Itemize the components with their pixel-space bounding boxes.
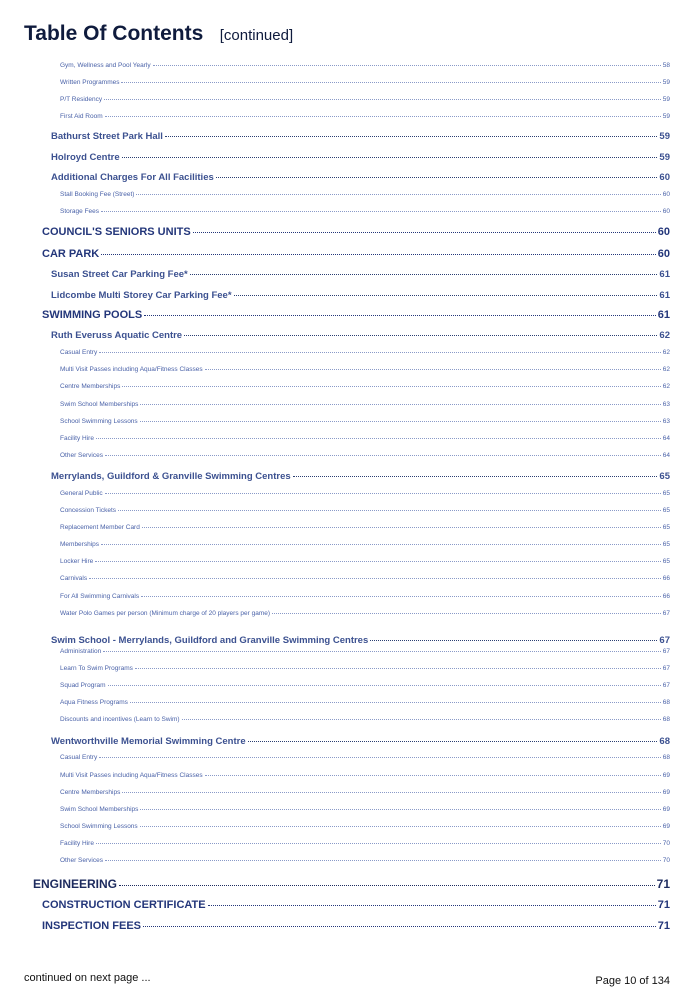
toc-entry-label: Lidcombe Multi Storey Car Parking Fee* — [51, 290, 232, 301]
toc-entry[interactable] — [60, 716, 670, 723]
toc-entry-page: 67 — [662, 610, 670, 617]
toc-entry-page: 59 — [659, 152, 670, 163]
toc-entry-label: Facility Hire — [60, 435, 94, 442]
toc-entry-page: 67 — [659, 635, 670, 646]
toc-entry[interactable] — [60, 823, 670, 830]
toc-entry-label: Stall Booking Fee (Street) — [60, 191, 135, 198]
toc-entry[interactable] — [60, 79, 670, 86]
dot-leader — [140, 826, 661, 827]
toc-entry-page: 67 — [662, 682, 670, 689]
toc-entry-page: 65 — [662, 490, 670, 497]
toc-entry-page: 65 — [662, 541, 670, 548]
toc-entry-page: 68 — [662, 699, 670, 706]
dot-leader — [122, 157, 658, 158]
toc-entry-label: Storage Fees — [60, 208, 100, 215]
toc-entry[interactable] — [51, 131, 670, 142]
toc-entry-label: Squad Program — [60, 682, 106, 689]
toc-entry-page: 67 — [662, 648, 670, 655]
toc-entry[interactable] — [60, 665, 670, 672]
toc-entry-label: School Swimming Lessons — [60, 418, 138, 425]
toc-entry[interactable] — [60, 648, 670, 655]
toc-entry-page: 64 — [662, 435, 670, 442]
dot-leader — [248, 741, 658, 742]
toc-entry[interactable] — [51, 290, 670, 301]
toc-entry-page: 60 — [657, 226, 670, 238]
toc-entry-page: 60 — [657, 248, 670, 260]
dot-leader — [101, 254, 656, 255]
toc-entry-label: Swim School Memberships — [60, 401, 139, 408]
dot-leader — [140, 404, 660, 405]
toc-entry-page: 71 — [656, 877, 670, 891]
toc-entry-page: 71 — [657, 899, 670, 911]
toc-entry-page: 71 — [657, 920, 670, 932]
toc-entry[interactable] — [60, 806, 670, 813]
dot-leader — [122, 386, 660, 387]
toc-entry-label: Holroyd Centre — [51, 152, 120, 163]
toc-entry-label: Memberships — [60, 541, 100, 548]
toc-entry-label: Concession Tickets — [60, 507, 116, 514]
toc-entry-label: Centre Memberships — [60, 383, 121, 390]
toc-entry-label: SWIMMING POOLS — [42, 309, 143, 321]
toc-entry-label: Gym, Wellness and Pool Yearly — [60, 62, 151, 69]
toc-entry[interactable] — [42, 309, 670, 321]
toc-entry[interactable] — [60, 857, 670, 864]
toc-entry[interactable] — [60, 541, 670, 548]
dot-leader — [118, 510, 661, 511]
toc-entry-label: Multi Visit Passes including Aqua/Fitness Classes — [60, 772, 203, 779]
toc-entry[interactable] — [60, 418, 670, 425]
toc-entry[interactable] — [60, 366, 670, 373]
toc-entry[interactable] — [60, 507, 670, 514]
dot-leader — [96, 438, 661, 439]
toc-entry-page: 65 — [662, 558, 670, 565]
toc-entry-page: 62 — [662, 349, 670, 356]
toc-entry[interactable] — [60, 699, 670, 706]
toc-entry[interactable] — [42, 226, 670, 238]
toc-entry-label: First Aid Room — [60, 113, 103, 120]
toc-entry-label: CONSTRUCTION CERTIFICATE — [42, 899, 206, 911]
dot-leader — [165, 136, 657, 137]
toc-entry[interactable] — [60, 96, 670, 103]
toc-entry-label: COUNCIL'S SENIORS UNITS — [42, 226, 191, 238]
dot-leader — [105, 455, 661, 456]
toc-entry-label: ENGINEERING — [33, 877, 118, 891]
toc-entry-label: Casual Entry — [60, 349, 98, 356]
toc-entry[interactable] — [60, 524, 670, 531]
toc-entry-label: INSPECTION FEES — [42, 920, 142, 932]
dot-leader — [144, 315, 656, 316]
dot-leader — [370, 640, 657, 641]
dot-leader — [272, 613, 661, 614]
dot-leader — [99, 757, 661, 758]
dot-leader — [105, 493, 661, 494]
toc-entry-page: 66 — [662, 575, 670, 582]
toc-entry[interactable] — [60, 452, 670, 459]
toc-entry-page: 62 — [662, 366, 670, 373]
toc-entry-page: 69 — [662, 806, 670, 813]
toc-entry-page: 64 — [662, 452, 670, 459]
toc-entry-label: Discounts and incentives (Learn to Swim) — [60, 716, 180, 723]
toc-entry-page: 61 — [657, 309, 670, 321]
dot-leader — [119, 885, 655, 886]
toc-entry-label: Learn To Swim Programs — [60, 665, 133, 672]
dot-leader — [234, 295, 658, 296]
toc-entry[interactable] — [60, 593, 670, 600]
toc-entry-label: Administration — [60, 648, 102, 655]
toc-entry[interactable] — [33, 877, 670, 891]
toc-entry[interactable] — [60, 435, 670, 442]
toc-entry-label: Wentworthville Memorial Swimming Centre — [51, 736, 246, 747]
dot-leader — [101, 211, 661, 212]
dot-leader — [101, 544, 661, 545]
dot-leader — [95, 561, 661, 562]
toc-entry-label: Centre Memberships — [60, 789, 121, 796]
toc-entry-page: 59 — [662, 96, 670, 103]
toc-entry[interactable] — [60, 62, 670, 69]
toc-entry[interactable] — [60, 113, 670, 120]
toc-entry-label: Merrylands, Guildford & Granville Swimming Centres — [51, 471, 291, 482]
toc-entry-label: Additional Charges For All Facilities — [51, 172, 214, 183]
toc-entry[interactable] — [42, 920, 670, 932]
dot-leader — [136, 194, 660, 195]
dot-leader — [122, 792, 660, 793]
dot-leader — [140, 809, 660, 810]
toc-entry-label: For All Swimming Carnivals — [60, 593, 140, 600]
toc-entry[interactable] — [60, 191, 670, 198]
toc-entry-label: Facility Hire — [60, 840, 94, 847]
toc-entry[interactable] — [60, 490, 670, 497]
toc-entry-page: 60 — [662, 191, 670, 198]
toc-entry[interactable] — [60, 754, 670, 761]
toc-entry-page: 65 — [659, 471, 670, 482]
toc-entry[interactable] — [42, 899, 670, 911]
dot-leader — [216, 177, 658, 178]
toc-entry-page: 67 — [662, 665, 670, 672]
dot-leader — [108, 685, 661, 686]
toc-entry[interactable] — [60, 772, 670, 779]
dot-leader — [121, 82, 660, 83]
toc-entry[interactable] — [60, 789, 670, 796]
dot-leader — [143, 926, 656, 927]
toc-entry[interactable] — [51, 471, 670, 482]
dot-leader — [140, 421, 661, 422]
dot-leader — [96, 843, 661, 844]
toc-entry-label: Carnivals — [60, 575, 88, 582]
toc-entry-page: 60 — [662, 208, 670, 215]
dot-leader — [89, 578, 661, 579]
dot-leader — [142, 527, 661, 528]
toc-entry-page: 68 — [662, 754, 670, 761]
toc-entry[interactable] — [60, 208, 670, 215]
dot-leader — [184, 335, 657, 336]
toc-entry-page: 58 — [662, 62, 670, 69]
toc-entry-label: Multi Visit Passes including Aqua/Fitness Classes — [60, 366, 203, 373]
toc-entry[interactable] — [60, 558, 670, 565]
toc-entry-page: 65 — [662, 524, 670, 531]
toc-entry-label: Written Programmes — [60, 79, 120, 86]
toc-entry[interactable] — [51, 635, 670, 646]
toc-entry-page: 62 — [659, 330, 670, 341]
dot-leader — [205, 369, 661, 370]
dot-leader — [130, 702, 661, 703]
toc-entry-page: 66 — [662, 593, 670, 600]
dot-leader — [141, 596, 661, 597]
toc-entry[interactable] — [42, 248, 670, 260]
dot-leader — [135, 668, 661, 669]
toc-entry-label: Bathurst Street Park Hall — [51, 131, 163, 142]
toc-entry-page: 68 — [659, 736, 670, 747]
dot-leader — [99, 352, 661, 353]
continued-note: continued on next page ... — [24, 972, 151, 984]
toc-header — [24, 22, 293, 46]
toc-entry-label: General Public — [60, 490, 103, 497]
dot-leader — [293, 476, 658, 477]
toc-entry-page: 59 — [662, 79, 670, 86]
toc-entry-page: 61 — [659, 290, 670, 301]
toc-entry-label: Water Polo Games per person (Minimum charge of 20 players per game) — [60, 610, 271, 617]
toc-entry[interactable] — [51, 269, 670, 280]
toc-entry[interactable] — [51, 330, 670, 341]
toc-entry-page: 63 — [662, 418, 670, 425]
page-number: Page 10 of 134 — [595, 975, 670, 987]
toc-entry-label: Ruth Everuss Aquatic Centre — [51, 330, 183, 341]
toc-entry-page: 69 — [662, 823, 670, 830]
dot-leader — [182, 719, 661, 720]
toc-entry-page: 62 — [662, 383, 670, 390]
toc-entry-page: 60 — [659, 172, 670, 183]
toc-entry-page: 61 — [659, 269, 670, 280]
toc-entry-page: 70 — [662, 840, 670, 847]
toc-entry[interactable] — [60, 610, 670, 617]
toc-entry-page: 63 — [662, 401, 670, 408]
page-subtitle: [continued] — [219, 27, 294, 44]
toc-entry-page: 65 — [662, 507, 670, 514]
toc-entry-label: Other Services — [60, 857, 103, 864]
toc-entry-page: 68 — [662, 716, 670, 723]
toc-entry-label: Casual Entry — [60, 754, 98, 761]
toc-entry[interactable] — [60, 682, 670, 689]
toc-entry-label: Swim School - Merrylands, Guildford and Granville Swimming Centres — [51, 635, 369, 646]
toc-entry[interactable] — [60, 349, 670, 356]
dot-leader — [103, 651, 661, 652]
toc-entry-page: 69 — [662, 772, 670, 779]
toc-entry-label: Locker Hire — [60, 558, 94, 565]
toc-entry-label: Aqua Fitness Programs — [60, 699, 128, 706]
toc-entry[interactable] — [60, 383, 670, 390]
toc-entry[interactable] — [51, 172, 670, 183]
toc-entry[interactable] — [51, 152, 670, 163]
toc-entry-label: Swim School Memberships — [60, 806, 139, 813]
toc-entry-label: School Swimming Lessons — [60, 823, 138, 830]
toc-entry-label: Replacement Member Card — [60, 524, 140, 531]
dot-leader — [104, 99, 661, 100]
dot-leader — [205, 775, 661, 776]
toc-entry[interactable] — [51, 736, 670, 747]
toc-entry-label: Susan Street Car Parking Fee* — [51, 269, 188, 280]
toc-entry-label: P/T Residency — [60, 96, 103, 103]
toc-entry-page: 59 — [659, 131, 670, 142]
toc-entry-page: 70 — [662, 857, 670, 864]
toc-entry[interactable] — [60, 575, 670, 582]
toc-entry[interactable] — [60, 401, 670, 408]
dot-leader — [193, 232, 656, 233]
dot-leader — [190, 274, 658, 275]
page-title: Table Of Contents — [24, 22, 204, 45]
dot-leader — [208, 905, 656, 906]
toc-entry-label: Other Services — [60, 452, 103, 459]
toc-entry-page: 59 — [662, 113, 670, 120]
dot-leader — [153, 65, 661, 66]
toc-entry-label: CAR PARK — [42, 248, 100, 260]
toc-entry-page: 69 — [662, 789, 670, 796]
toc-entry[interactable] — [60, 840, 670, 847]
dot-leader — [105, 860, 661, 861]
dot-leader — [105, 116, 661, 117]
